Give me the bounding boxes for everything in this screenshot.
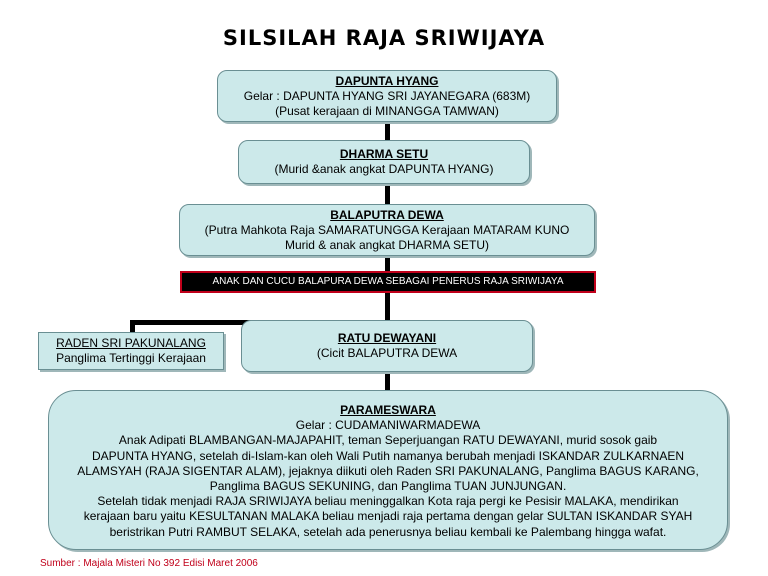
connector-line: [385, 186, 390, 206]
box-text: kerajaan baru yaitu KESULTANAN MALAKA beliau menjadi raja pertama dengan gelar SULTAN ISKANDAR SYAH: [83, 509, 693, 524]
connector-line: [385, 370, 390, 392]
box-parameswara: [48, 390, 728, 550]
box-text: Anak Adipati BLAMBANGAN-MAJAPAHIT, teman Seperjuangan RATU DEWAYANI, murid sosok gaib: [118, 433, 658, 448]
box-text: (Cicit BALAPUTRA DEWA: [316, 346, 458, 360]
connector-line: [385, 292, 390, 320]
box-text: Murid & anak angkat DHARMA SETU): [284, 238, 490, 252]
box-heading: DHARMA SETU: [339, 147, 429, 161]
box-text: Setelah tidak menjadi RAJA SRIWIJAYA beliau meninggalkan Kota raja pergi ke Pesisir MALAKA, mendirikan: [97, 494, 679, 509]
box-text: Panglima Tertinggi Kerajaan: [56, 351, 206, 365]
diagram-title: SILSILAH RAJA SRIWIJAYA: [222, 26, 546, 50]
box-dharma-setu: [238, 140, 530, 184]
box-heading: RATU DEWAYANI: [337, 331, 437, 345]
box-text: (Murid &anak angkat DAPUNTA HYANG): [274, 162, 494, 176]
box-ratu-dewayani: [241, 320, 533, 372]
box-heading: RADEN SRI PAKUNALANG: [56, 336, 206, 350]
box-text: (Putra Mahkota Raja SAMARATUNGGA Kerajaan MATARAM KUNO: [204, 223, 570, 237]
box-text: (Pusat kerajaan di MINANGGA TAMWAN): [275, 104, 499, 118]
box-heading: BALAPUTRA DEWA: [330, 208, 444, 222]
successor-banner: ANAK DAN CUCU BALAPURA DEWA SEBAGAI PENERUS RAJA SRIWIJAYA: [180, 271, 596, 293]
box-heading: DAPUNTA HYANG: [335, 74, 439, 88]
box-text: Gelar : DAPUNTA HYANG SRI JAYANEGARA (683M): [243, 89, 531, 103]
box-text: Gelar : CUDAMANIWARMADEWA: [295, 418, 481, 433]
box-raden-sri-pakunalang: [38, 332, 224, 370]
box-text: Panglima BAGUS SEKUNING, dan Panglima TUAN JUNJUNGAN.: [209, 479, 567, 494]
box-text: beristrikan Putri RAMBUT SELAKA, setelah ada penerusnya beliau kembali ke Palembang hingga wafat.: [109, 524, 667, 539]
connector-line: [385, 256, 390, 272]
box-text: ALAMSYAH (RAJA SIGENTAR ALAM), jejaknya diikuti oleh Raden SRI PAKUNALANG, Panglima BAGUS KARANG,: [77, 463, 699, 478]
box-heading: PARAMESWARA: [340, 403, 436, 417]
box-dapunta-hyang: [217, 70, 557, 122]
source-note: Sumber : Majala Misteri No 392 Edisi Maret 2006: [40, 558, 258, 569]
box-balaputra-dewa: [179, 204, 595, 256]
box-text: DAPUNTA HYANG, setelah di-Islam-kan oleh Wali Putih namanya berubah menjadi ISKANDAR ZULKARNAEN: [91, 448, 684, 463]
